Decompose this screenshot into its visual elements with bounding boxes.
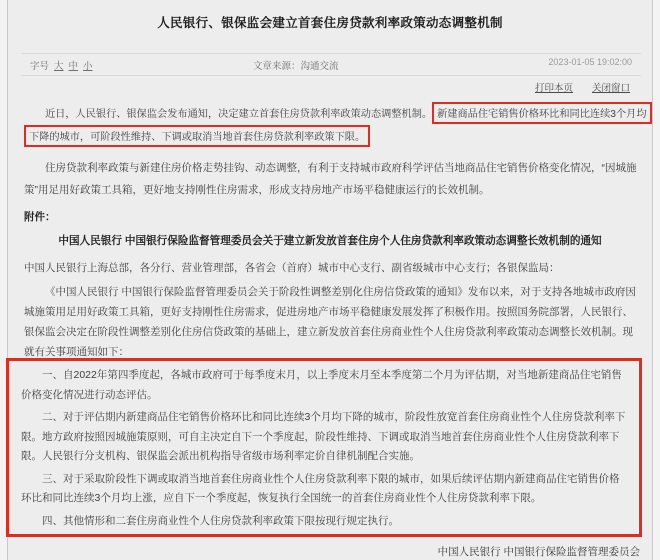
font-size-label: 字号 (30, 61, 50, 72)
notice-item-3: 三、对于采取阶段性下调或取消当地首套住房商业性个人住房贷款利率下限的城市，如果后续评估期内新建商品住宅销售价格环比和同比连续3个月均上涨，应自下一个季度起，恢复执行全国统一的首套住房商业性个人住房贷款利率下限。 (21, 472, 620, 504)
article-source: 文章来源：沟通交流 (253, 61, 339, 72)
notice-item-4: 四、其他情形和二套住房商业性个人住房贷款利率政策下限按现行规定执行。 (42, 514, 399, 527)
red-annotation-box-line2: 下降的城市，可阶段性维持、下调或取消当地首套住房贷款利率政策下限。 (24, 125, 370, 147)
paragraph-announcement-line2 (24, 127, 642, 150)
notice-signature: 中国人民银行 中国银行保险监督管理委员会 (437, 546, 640, 558)
red-annotation-box-items (6, 358, 642, 537)
paragraph-announcement-line1 (24, 104, 647, 127)
notice-intro: 《中国人民银行 中国银行保险监督管理委员会关于阶段性调整差别化住房信贷政策的通知》发布以来，对于支持各地城市政府因城施策用足用好政策工具箱，更好支持刚性住房需求，促进房地产市场平稳健康发展发挥了积极作用。按照国务院部署，人民银行、银保监会决定在阶段性调整差别化住房信贷政策的基础上，建立新发放首套住房商业性个人住房贷款利率政策动态调整长效机制。现就有关事项通知如下： (24, 286, 636, 358)
page-title: 人民银行、银保监会建立首套住房贷款利率政策动态调整机制 (157, 16, 503, 30)
notice-item-2: 二、对于评估期内新建商品住宅销售价格环比和同比连续3个月均下降的城市，阶段性放宽首套住房商业性个人住房贷款利率下限。地方政府按照因城施策原则，可自主决定自下一个季度起，阶段性维持、下调或取消当地首套住房商业性个人住房贷款利率下限。人民银行分支机构、银保监会派出机构指导省级市场利率定价自律机制配合实施。 (21, 411, 626, 462)
font-size-medium-link[interactable]: 中 (68, 61, 79, 72)
paragraph-policy-explanation: 住房贷款利率政策与新建住房价格走势挂钩、动态调整，有利于支持城市政府科学评估当地商品住宅销售价格变化情况，“因城施策”用足用好政策工具箱，更好地支持刚性住房需求，形成支持房地产市场平稳健康运行的长效机制。 (24, 162, 637, 196)
close-window-link[interactable]: 关闭窗口 (592, 83, 631, 94)
notice-item-1: 一、自2022年第四季度起，各城市政府可于每季度末月，以上季度末月至本季度第二个月为评估期，对当地新建商品住宅销售价格变化情况进行动态评估。 (21, 369, 622, 401)
font-size-small-link[interactable]: 小 (83, 61, 93, 72)
announcement-plain-text: 近日，人民银行、银保监会发布通知，决定建立首套住房贷款利率政策动态调整机制。 (45, 109, 433, 120)
notice-salutation: 中国人民银行上海总部，各分行、营业管理部，各省会（首府）城市中心支行、副省级城市中心支行；各银保监局： (24, 262, 560, 274)
font-size-large-link[interactable]: 大 (54, 61, 64, 72)
notice-title: 中国人民银行 中国银行保险监督管理委员会关于建立新发放首套住房个人住房贷款利率政策动态调整长效机制的通知 (58, 235, 602, 247)
paragraph-announcement (24, 104, 647, 149)
divider-meta (21, 75, 641, 76)
print-page-link[interactable]: 打印本页 (535, 83, 574, 94)
divider-top (21, 53, 641, 54)
red-annotation-box-line1: 新建商品住宅销售价格环比和同比连续3个月均 (432, 102, 651, 124)
page-action-links (535, 80, 630, 94)
font-size-selector (30, 58, 93, 72)
article-datetime: 2023-01-05 19:02:00 (548, 57, 632, 67)
attachment-label: 附件： (24, 211, 56, 223)
